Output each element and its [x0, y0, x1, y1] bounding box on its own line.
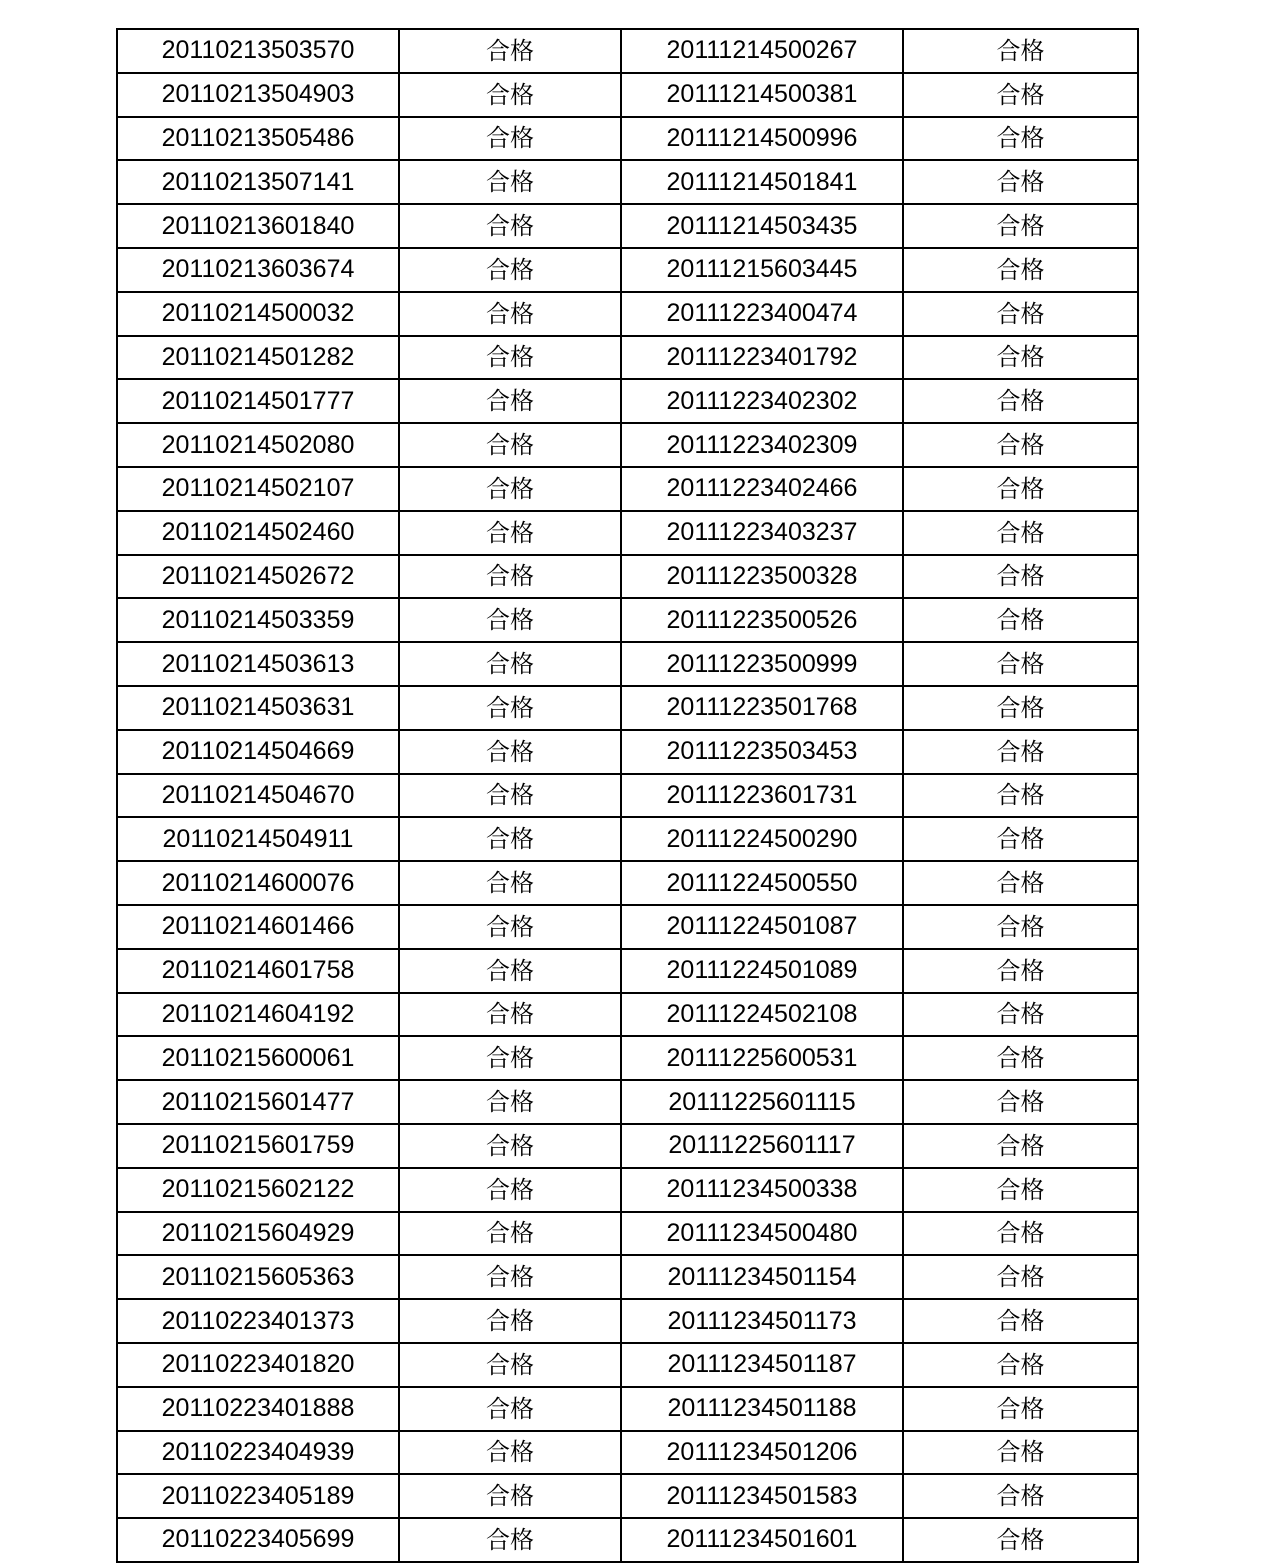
table-row — [117, 555, 1138, 599]
candidate-id-cell: 20110215601477 — [117, 1080, 399, 1124]
candidate-id-cell: 20111234501583 — [621, 1474, 903, 1518]
result-status-cell: 合格 — [903, 817, 1138, 861]
candidate-id-cell: 20111223500526 — [621, 598, 903, 642]
result-status-cell: 合格 — [903, 861, 1138, 905]
candidate-id-cell: 20111225601115 — [621, 1080, 903, 1124]
results-table-body — [117, 29, 1138, 1562]
result-status-cell: 合格 — [399, 1343, 621, 1387]
result-status-cell: 合格 — [399, 774, 621, 818]
result-status-cell: 合格 — [399, 1124, 621, 1168]
table-row — [117, 292, 1138, 336]
candidate-id-cell: 20110214600076 — [117, 861, 399, 905]
candidate-id-cell: 20111234501187 — [621, 1343, 903, 1387]
table-row — [117, 1036, 1138, 1080]
table-row — [117, 73, 1138, 117]
candidate-id-cell: 20111225600531 — [621, 1036, 903, 1080]
result-status-cell: 合格 — [399, 1387, 621, 1431]
result-status-cell: 合格 — [399, 817, 621, 861]
result-status-cell: 合格 — [903, 423, 1138, 467]
result-status-cell: 合格 — [399, 905, 621, 949]
candidate-id-cell: 20110213505486 — [117, 117, 399, 161]
result-status-cell: 合格 — [903, 1299, 1138, 1343]
result-status-cell: 合格 — [399, 1212, 621, 1256]
candidate-id-cell: 20110214502460 — [117, 511, 399, 555]
table-row — [117, 379, 1138, 423]
candidate-id-cell: 20110214504911 — [117, 817, 399, 861]
result-status-cell: 合格 — [903, 379, 1138, 423]
result-status-cell: 合格 — [399, 1299, 621, 1343]
result-status-cell: 合格 — [399, 292, 621, 336]
candidate-id-cell: 20110223405189 — [117, 1474, 399, 1518]
table-row — [117, 1124, 1138, 1168]
result-status-cell: 合格 — [903, 1036, 1138, 1080]
result-status-cell: 合格 — [399, 511, 621, 555]
table-row — [117, 817, 1138, 861]
table-row — [117, 423, 1138, 467]
result-status-cell: 合格 — [399, 29, 621, 73]
result-status-cell: 合格 — [399, 1168, 621, 1212]
result-status-cell: 合格 — [903, 905, 1138, 949]
result-status-cell: 合格 — [399, 686, 621, 730]
table-row — [117, 949, 1138, 993]
result-status-cell: 合格 — [399, 555, 621, 599]
candidate-id-cell: 20111214500381 — [621, 73, 903, 117]
candidate-id-cell: 20111215603445 — [621, 248, 903, 292]
result-status-cell: 合格 — [903, 1343, 1138, 1387]
candidate-id-cell: 20110214503359 — [117, 598, 399, 642]
table-row — [117, 1474, 1138, 1518]
result-status-cell: 合格 — [903, 1518, 1138, 1562]
candidate-id-cell: 20111223402309 — [621, 423, 903, 467]
result-status-cell: 合格 — [399, 467, 621, 511]
candidate-id-cell: 20110214500032 — [117, 292, 399, 336]
candidate-id-cell: 20111224502108 — [621, 993, 903, 1037]
result-status-cell: 合格 — [399, 204, 621, 248]
result-status-cell: 合格 — [903, 73, 1138, 117]
candidate-id-cell: 20111223500999 — [621, 642, 903, 686]
table-row — [117, 467, 1138, 511]
result-status-cell: 合格 — [399, 1431, 621, 1475]
result-status-cell: 合格 — [903, 993, 1138, 1037]
candidate-id-cell: 20111224501089 — [621, 949, 903, 993]
table-row — [117, 248, 1138, 292]
candidate-id-cell: 20111223501768 — [621, 686, 903, 730]
result-status-cell: 合格 — [399, 117, 621, 161]
candidate-id-cell: 20111225601117 — [621, 1124, 903, 1168]
candidate-id-cell: 20110213603674 — [117, 248, 399, 292]
table-row — [117, 511, 1138, 555]
result-status-cell: 合格 — [903, 29, 1138, 73]
candidate-id-cell: 20110215601759 — [117, 1124, 399, 1168]
candidate-id-cell: 20110223401820 — [117, 1343, 399, 1387]
results-table — [116, 28, 1139, 1563]
candidate-id-cell: 20111234501601 — [621, 1518, 903, 1562]
candidate-id-cell: 20111234501173 — [621, 1299, 903, 1343]
candidate-id-cell: 20111223601731 — [621, 774, 903, 818]
result-status-cell: 合格 — [399, 1255, 621, 1299]
table-row — [117, 686, 1138, 730]
candidate-id-cell: 20111223500328 — [621, 555, 903, 599]
result-status-cell: 合格 — [399, 248, 621, 292]
result-status-cell: 合格 — [903, 292, 1138, 336]
candidate-id-cell: 20110223401373 — [117, 1299, 399, 1343]
table-row — [117, 204, 1138, 248]
candidate-id-cell: 20110223404939 — [117, 1431, 399, 1475]
candidate-id-cell: 20111223402302 — [621, 379, 903, 423]
candidate-id-cell: 20111234501188 — [621, 1387, 903, 1431]
result-status-cell: 合格 — [399, 861, 621, 905]
result-status-cell: 合格 — [399, 730, 621, 774]
candidate-id-cell: 20111223401792 — [621, 336, 903, 380]
candidate-id-cell: 20110214504669 — [117, 730, 399, 774]
result-status-cell: 合格 — [399, 73, 621, 117]
result-status-cell: 合格 — [399, 379, 621, 423]
candidate-id-cell: 20110214601466 — [117, 905, 399, 949]
result-status-cell: 合格 — [903, 686, 1138, 730]
candidate-id-cell: 20111223402466 — [621, 467, 903, 511]
table-row — [117, 861, 1138, 905]
result-status-cell: 合格 — [903, 1255, 1138, 1299]
result-status-cell: 合格 — [399, 993, 621, 1037]
candidate-id-cell: 20111224501087 — [621, 905, 903, 949]
table-row — [117, 1387, 1138, 1431]
table-row — [117, 598, 1138, 642]
candidate-id-cell: 20110215600061 — [117, 1036, 399, 1080]
table-row — [117, 117, 1138, 161]
table-row — [117, 774, 1138, 818]
candidate-id-cell: 20110214601758 — [117, 949, 399, 993]
table-row — [117, 905, 1138, 949]
table-row — [117, 730, 1138, 774]
result-status-cell: 合格 — [903, 774, 1138, 818]
result-status-cell: 合格 — [903, 1080, 1138, 1124]
result-status-cell: 合格 — [903, 949, 1138, 993]
result-status-cell: 合格 — [903, 1168, 1138, 1212]
candidate-id-cell: 20111214500267 — [621, 29, 903, 73]
candidate-id-cell: 20110213507141 — [117, 160, 399, 204]
table-row — [117, 642, 1138, 686]
result-status-cell: 合格 — [399, 1036, 621, 1080]
result-status-cell: 合格 — [903, 1387, 1138, 1431]
table-row — [117, 1518, 1138, 1562]
candidate-id-cell: 20110223405699 — [117, 1518, 399, 1562]
candidate-id-cell: 20111234501154 — [621, 1255, 903, 1299]
candidate-id-cell: 20110214503613 — [117, 642, 399, 686]
candidate-id-cell: 20110214504670 — [117, 774, 399, 818]
result-status-cell: 合格 — [399, 160, 621, 204]
table-row — [117, 1431, 1138, 1475]
result-status-cell: 合格 — [903, 204, 1138, 248]
result-status-cell: 合格 — [903, 1124, 1138, 1168]
result-status-cell: 合格 — [903, 467, 1138, 511]
table-row — [117, 1299, 1138, 1343]
candidate-id-cell: 20110213504903 — [117, 73, 399, 117]
result-status-cell: 合格 — [903, 1212, 1138, 1256]
table-row — [117, 993, 1138, 1037]
candidate-id-cell: 20111223400474 — [621, 292, 903, 336]
result-status-cell: 合格 — [903, 336, 1138, 380]
candidate-id-cell: 20110214502672 — [117, 555, 399, 599]
result-status-cell: 合格 — [399, 336, 621, 380]
candidate-id-cell: 20110215602122 — [117, 1168, 399, 1212]
table-row — [117, 160, 1138, 204]
result-status-cell: 合格 — [399, 642, 621, 686]
candidate-id-cell: 20111234500338 — [621, 1168, 903, 1212]
candidate-id-cell: 20110215605363 — [117, 1255, 399, 1299]
result-status-cell: 合格 — [903, 555, 1138, 599]
candidate-id-cell: 20111234500480 — [621, 1212, 903, 1256]
candidate-id-cell: 20111234501206 — [621, 1431, 903, 1475]
candidate-id-cell: 20110214501282 — [117, 336, 399, 380]
result-status-cell: 合格 — [903, 511, 1138, 555]
table-row — [117, 1255, 1138, 1299]
candidate-id-cell: 20110214502080 — [117, 423, 399, 467]
result-status-cell: 合格 — [903, 1474, 1138, 1518]
candidate-id-cell: 20110214604192 — [117, 993, 399, 1037]
candidate-id-cell: 20111214501841 — [621, 160, 903, 204]
result-status-cell: 合格 — [903, 598, 1138, 642]
candidate-id-cell: 20110214503631 — [117, 686, 399, 730]
result-status-cell: 合格 — [399, 598, 621, 642]
candidate-id-cell: 20110213601840 — [117, 204, 399, 248]
candidate-id-cell: 20111224500550 — [621, 861, 903, 905]
result-status-cell: 合格 — [903, 1431, 1138, 1475]
candidate-id-cell: 20110214502107 — [117, 467, 399, 511]
candidate-id-cell: 20111214500996 — [621, 117, 903, 161]
table-row — [117, 1343, 1138, 1387]
result-status-cell: 合格 — [903, 117, 1138, 161]
table-row — [117, 1168, 1138, 1212]
table-row — [117, 1212, 1138, 1256]
candidate-id-cell: 20110215604929 — [117, 1212, 399, 1256]
table-row — [117, 1080, 1138, 1124]
candidate-id-cell: 20111223403237 — [621, 511, 903, 555]
candidate-id-cell: 20111214503435 — [621, 204, 903, 248]
candidate-id-cell: 20111223503453 — [621, 730, 903, 774]
candidate-id-cell: 20111224500290 — [621, 817, 903, 861]
result-status-cell: 合格 — [399, 949, 621, 993]
result-status-cell: 合格 — [903, 160, 1138, 204]
result-status-cell: 合格 — [903, 642, 1138, 686]
candidate-id-cell: 20110214501777 — [117, 379, 399, 423]
candidate-id-cell: 20110213503570 — [117, 29, 399, 73]
result-status-cell: 合格 — [903, 248, 1138, 292]
result-status-cell: 合格 — [399, 1518, 621, 1562]
table-row — [117, 29, 1138, 73]
result-status-cell: 合格 — [399, 423, 621, 467]
table-row — [117, 336, 1138, 380]
result-status-cell: 合格 — [903, 730, 1138, 774]
result-status-cell: 合格 — [399, 1474, 621, 1518]
result-status-cell: 合格 — [399, 1080, 621, 1124]
candidate-id-cell: 20110223401888 — [117, 1387, 399, 1431]
